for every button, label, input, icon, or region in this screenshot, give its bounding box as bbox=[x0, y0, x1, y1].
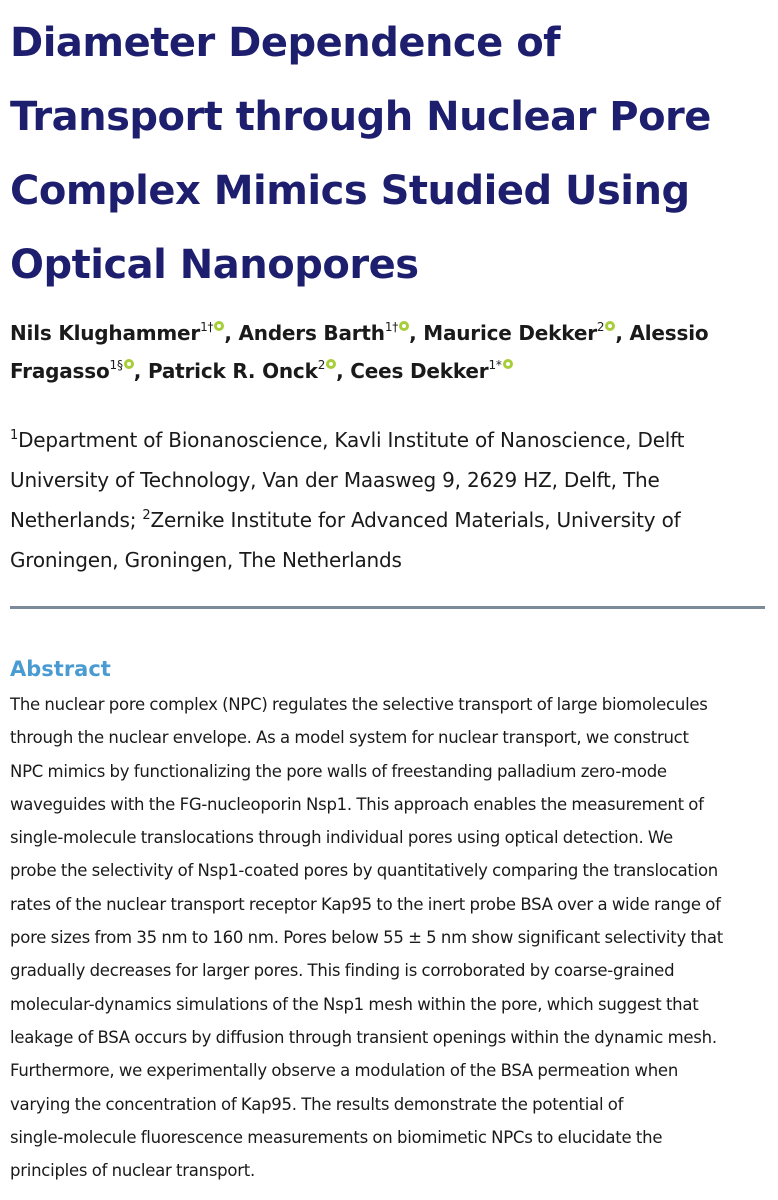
abstract-line: molecular-dynamics simulations of the Nsp1 mesh within the pore, which suggest that bbox=[10, 994, 699, 1014]
abstract-line: probe the selectivity of Nsp1-coated pores by quantitatively comparing the translocation bbox=[10, 861, 718, 881]
affiliations bbox=[10, 420, 770, 580]
paper-title: Diameter Dependence of Transport through Nuclear Pore Complex Mimics Studied Using Optical Nanopores bbox=[10, 20, 711, 288]
affiliation-mark: 2 bbox=[142, 508, 151, 523]
abstract-line: waveguides with the FG-nucleoporin Nsp1. This approach enables the measurement of bbox=[10, 794, 704, 814]
author-name: Nils Klughammer bbox=[10, 321, 201, 345]
abstract-line: leakage of BSA occurs by diffusion through transient openings within the dynamic mesh. bbox=[10, 1027, 717, 1047]
abstract-line: principles of nuclear transport. bbox=[10, 1161, 256, 1181]
abstract-line: varying the concentration of Kap95. The results demonstrate the potential of bbox=[10, 1094, 624, 1114]
author-list bbox=[10, 314, 770, 390]
affiliation-text: Zernike Institute for Advanced Materials, University of Groningen, Groningen, The Netherlands bbox=[10, 508, 681, 572]
author-name: Patrick R. Onck bbox=[147, 359, 318, 383]
abstract-line: The nuclear pore complex (NPC) regulates the selective transport of large biomolecules bbox=[10, 695, 708, 714]
orcid-icon[interactable] bbox=[214, 321, 224, 331]
abstract-line: pore sizes from 35 nm to 160 nm. Pores below 55 ± 5 nm show significant selectivity that bbox=[10, 928, 723, 948]
author-affiliation-mark: 1† bbox=[384, 320, 399, 334]
author-separator: , bbox=[615, 321, 630, 345]
abstract-line: gradually decreases for larger pores. This finding is corroborated by coarse-grained bbox=[10, 961, 675, 981]
author-name: Anders Barth bbox=[238, 321, 385, 345]
author-affiliation-mark: 1§ bbox=[109, 358, 123, 372]
affiliation-text: Department of Bionanoscience, Kavli Institute of Nanoscience, Delft University of Technology, Van der Maasweg 9, 2629 HZ, Delft, The Netherlands; bbox=[10, 428, 685, 532]
abstract-heading: Abstract bbox=[10, 657, 111, 681]
author[interactable] bbox=[423, 321, 629, 345]
author-affiliation-mark: 2 bbox=[596, 320, 605, 334]
abstract-line: NPC mimics by functionalizing the pore walls of freestanding palladium zero-mode bbox=[10, 761, 667, 781]
author-separator: , bbox=[133, 359, 148, 383]
author[interactable] bbox=[148, 359, 350, 383]
author[interactable] bbox=[350, 359, 512, 383]
orcid-icon[interactable] bbox=[503, 359, 513, 369]
abstract-line: through the nuclear envelope. As a model system for nuclear transport, we construct bbox=[10, 728, 689, 748]
author[interactable] bbox=[10, 321, 239, 345]
author-affiliation-mark: 2 bbox=[317, 358, 326, 372]
orcid-icon[interactable] bbox=[326, 359, 336, 369]
author-separator: , bbox=[336, 359, 351, 383]
orcid-icon[interactable] bbox=[605, 321, 615, 331]
author-name: Maurice Dekker bbox=[423, 321, 597, 345]
author-separator: , bbox=[409, 321, 424, 345]
section-divider bbox=[10, 606, 765, 609]
author[interactable] bbox=[239, 321, 424, 345]
abstract-body bbox=[10, 688, 772, 1187]
abstract-line: Furthermore, we experimentally observe a modulation of the BSA permeation when bbox=[10, 1061, 679, 1081]
author-affiliation-mark: 1* bbox=[488, 358, 502, 372]
orcid-icon[interactable] bbox=[124, 359, 134, 369]
affiliation-mark: 1 bbox=[10, 428, 19, 443]
author-name: Cees Dekker bbox=[350, 359, 489, 383]
abstract-line: rates of the nuclear transport receptor Kap95 to the inert probe BSA over a wide range of bbox=[10, 894, 721, 914]
author-separator: , bbox=[224, 321, 239, 345]
abstract-line: single-molecule translocations through individual pores using optical detection. We bbox=[10, 828, 673, 848]
abstract-line: single-molecule fluorescence measurements on biomimetic NPCs to elucidate the bbox=[10, 1127, 663, 1147]
author-affiliation-mark: 1† bbox=[200, 320, 214, 334]
author-name: Alessio Fragasso bbox=[10, 321, 709, 383]
orcid-icon[interactable] bbox=[399, 321, 409, 331]
